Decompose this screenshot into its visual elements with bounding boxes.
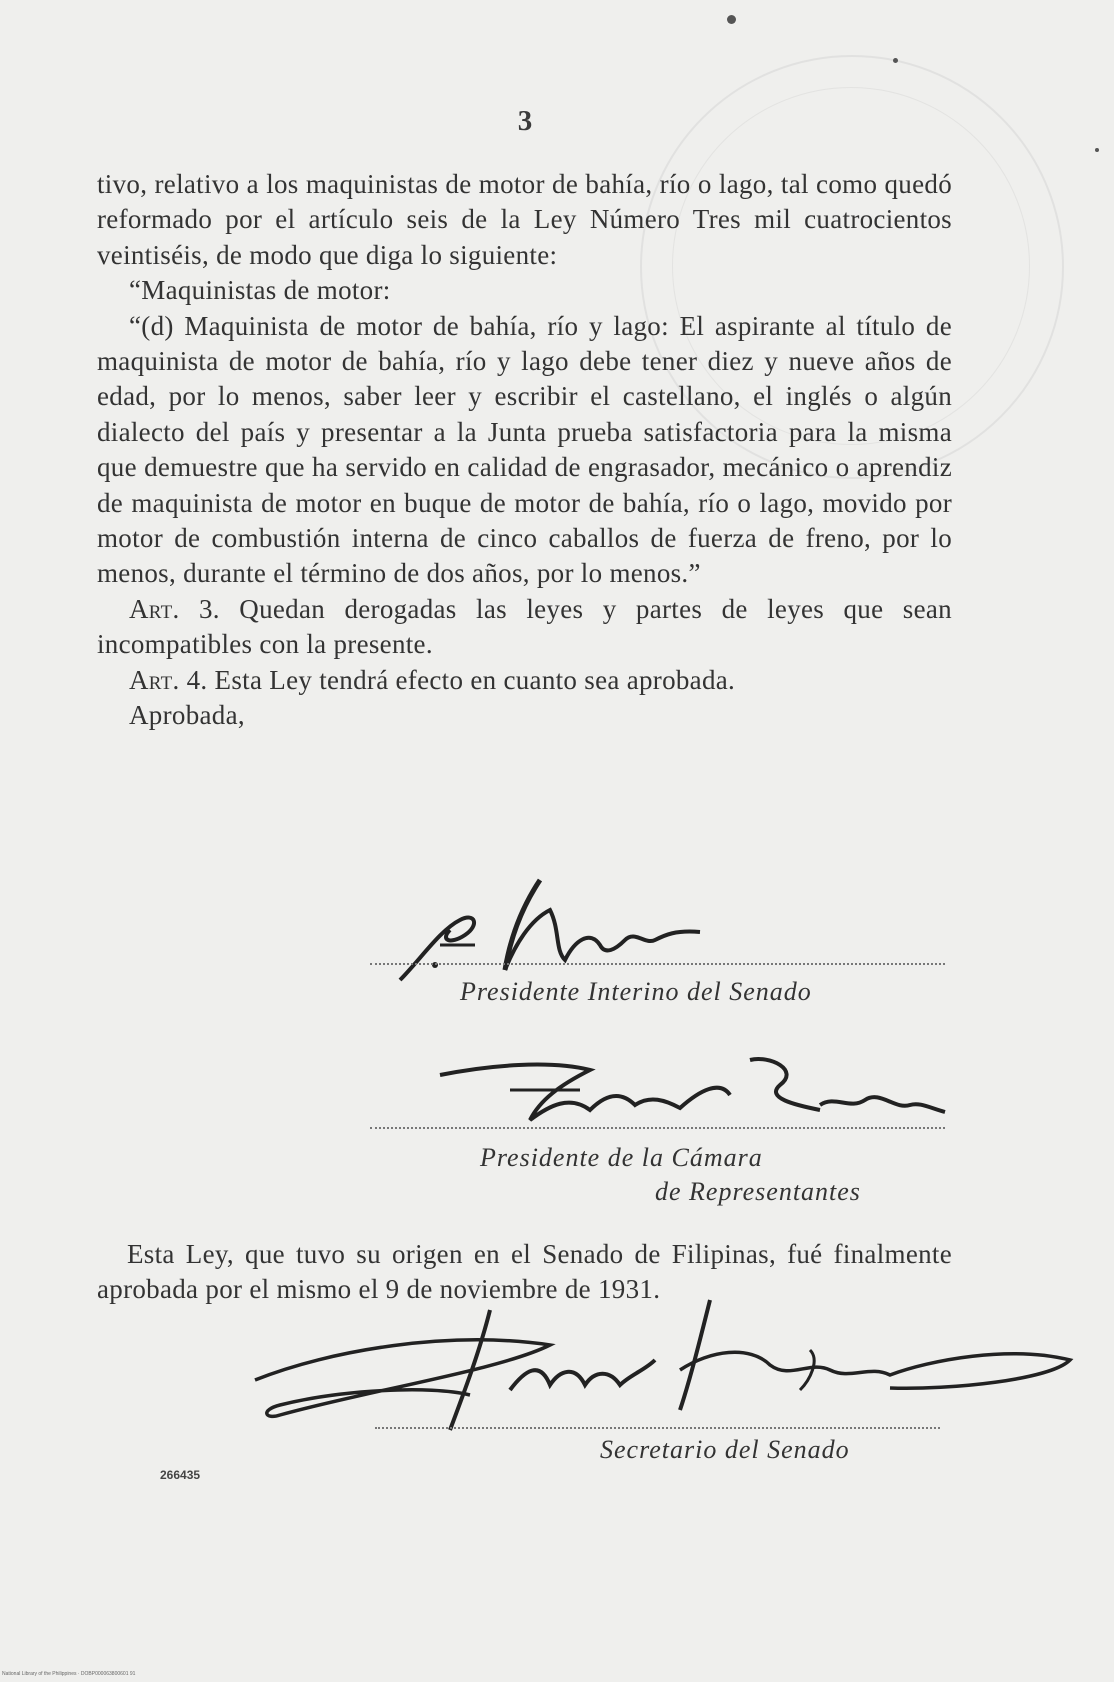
scan-footer: National Library of the Philippines · DOBP000063800601 91: [2, 1671, 136, 1677]
article-3-text: Quedan derogadas las leyes y partes de leyes que sean incompatibles con la presente.: [97, 593, 952, 660]
paragraph-continuation: tivo, relativo a los maquinistas de motor de bahía, río o lago, tal como quedó reformado por el artículo seis de la Ley Número Tres mil cuatrocientos veintiséis, de modo que diga lo siguiente:: [97, 169, 952, 270]
article-3: [97, 592, 952, 663]
approved-label: Aprobada,: [129, 700, 245, 731]
article-4-text: Esta Ley tendrá efecto en cuanto sea aprobada.: [207, 664, 736, 695]
article-4: [97, 663, 952, 698]
house-president-title-line1: Presidente de la Cámara: [480, 1143, 763, 1172]
senate-president-title: Presidente Interino del Senado: [460, 977, 812, 1006]
secretary-signature-line: [375, 1427, 940, 1429]
article-3-label: Art. 3.: [129, 593, 220, 624]
scan-speck: [727, 15, 736, 24]
scan-speck: [1095, 148, 1099, 152]
senate-president-signature-line: [370, 963, 945, 965]
secretary-title: Secretario del Senado: [600, 1435, 850, 1464]
certification-text: Esta Ley, que tuvo su origen en el Senado de Filipinas, fué finalmente aprobada por el mismo el 9 de noviembre de 1931.: [97, 1239, 952, 1305]
house-president-signature-line: [370, 1127, 945, 1129]
page-number: 3: [517, 105, 533, 137]
law-body-text: [97, 167, 952, 734]
paragraph-subsection-d: “(d) Maquinista de motor de bahía, río y lago: El aspirante al título de maquinista de motor de bahía, río y lago debe tener diez y nueve años de edad, por lo menos, saber leer y escribir el castellano, el inglés o algún dialecto del país y presentar a la Junta prueba satisfactoria para la misma que demuestre que ha servido en calidad de engrasador, mecánico o aprendiz de maquinista de motor en buque de motor de bahía, río o lago, movido por motor de combustión interna de cinco caballos de fuerza de freno, por lo menos, durante el término de dos años, por lo menos.”: [97, 310, 952, 589]
paragraph-heading: “Maquinistas de motor:: [129, 275, 391, 306]
scan-speck: [893, 58, 898, 63]
document-number: 266435: [160, 1468, 201, 1482]
house-president-signature: [430, 1050, 950, 1130]
house-president-title-line2: de Representantes: [655, 1177, 861, 1206]
article-4-label: Art. 4.: [129, 664, 208, 695]
senate-president-signature: [380, 870, 760, 990]
